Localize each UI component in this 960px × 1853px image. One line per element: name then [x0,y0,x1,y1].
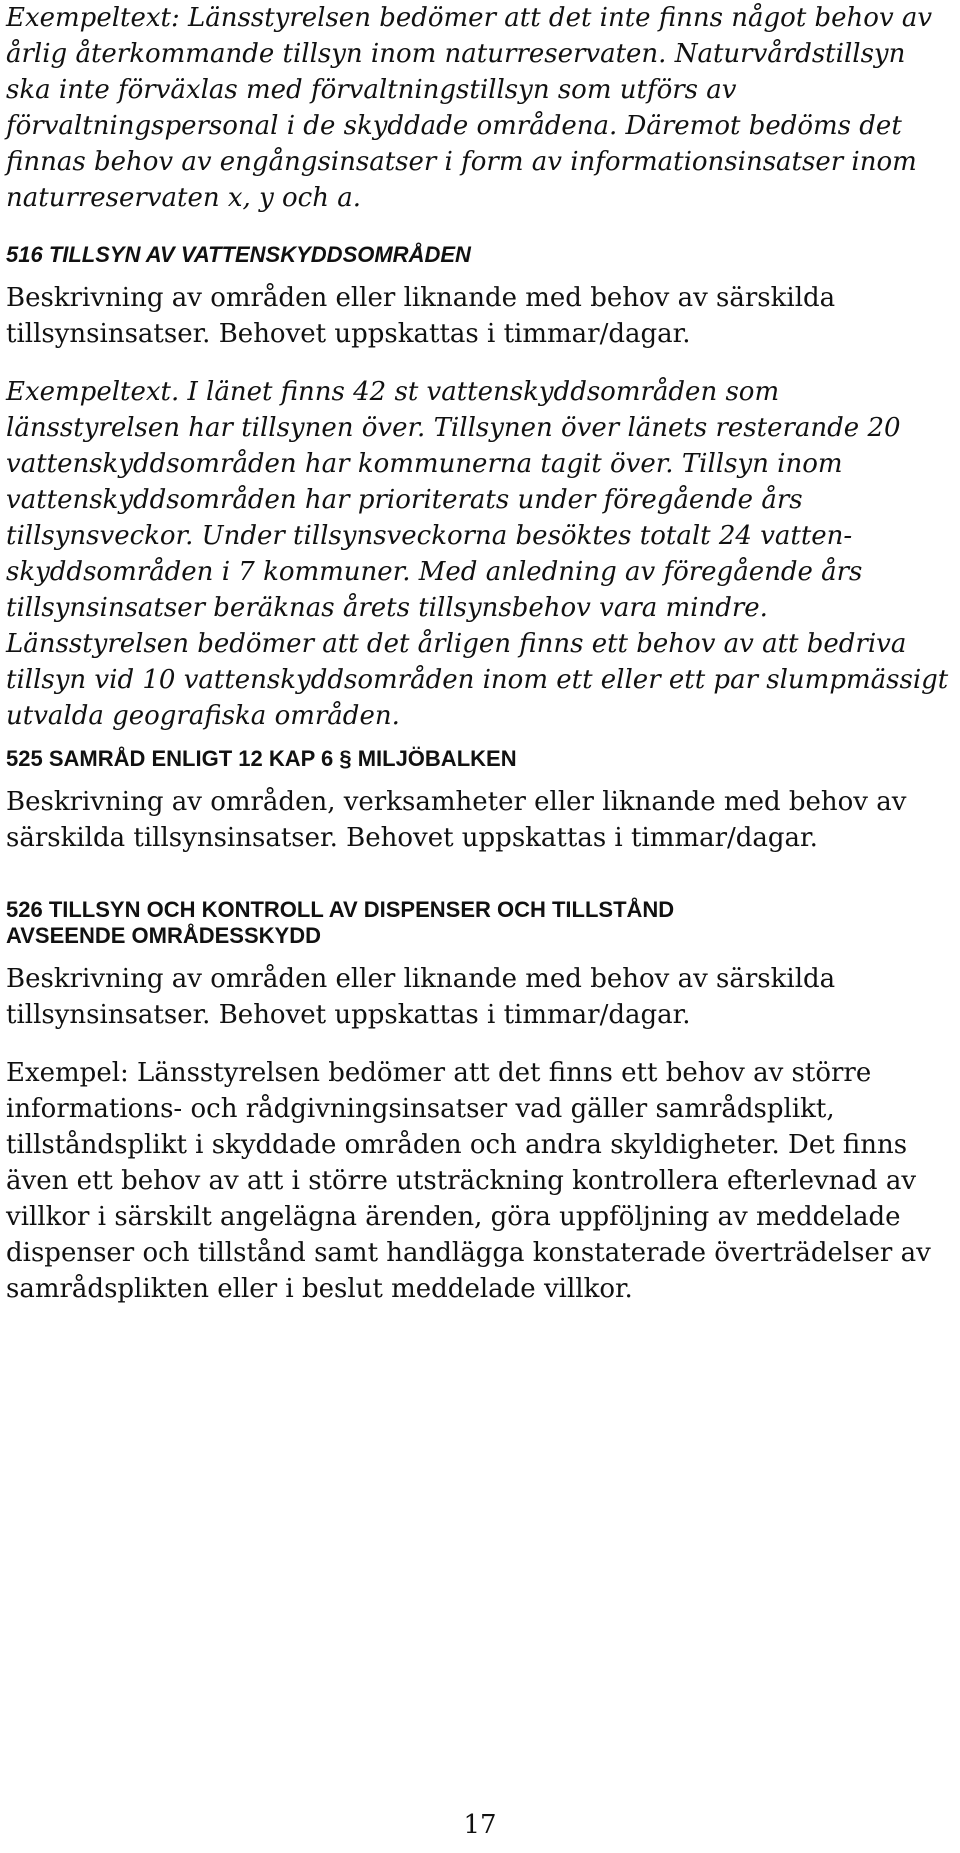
section-525-description: Beskrivning av områden, verksamheter eller liknande med behov av särskilda tillsynsinsatser. Behovet uppskattas i timmar/dagar. [6,787,907,853]
section-526-example: Exempel: Länsstyrelsen bedömer att det finns ett behov av större informations- och rådgivningsinsatser vad gäller samrådsplikt, tillståndsplikt i skyddade områden och andra skyldigheter. Det finns även ett behov av att i större utsträckning kontrollera efterlevnad av villkor i särskilt angelägna ärenden, göra uppföljning av meddelade dispenser och tillstånd samt handlägga konstaterade överträdelser av samrådsplikten eller i beslut meddelade villkor. [6,1058,931,1304]
page-number: 17 [463,1810,497,1840]
section-516-description: Beskrivning av områden eller liknande med behov av särskilda tillsynsinsatser. Behovet uppskattas i timmar/dagar. [6,283,836,349]
section-525 [6,746,956,856]
section-516-heading: 516 TILLSYN AV VATTENSKYDDSOMRÅDEN [6,242,471,267]
intro-section [6,0,956,216]
section-525-heading: 525 SAMRÅD ENLIGT 12 KAP 6 § MILJÖBALKEN [6,746,517,771]
section-516 [6,242,956,734]
section-526-description: Beskrivning av områden eller liknande med behov av särskilda tillsynsinsatser. Behovet uppskattas i timmar/dagar. [6,964,836,1030]
intro-paragraph: Exempeltext: Länsstyrelsen bedömer att det inte finns något behov av årlig återkommande tillsyn inom naturreservaten. Naturvårdstillsyn ska inte förväxlas med förvaltningstillsyn som utförs av förvaltningspersonal i de skyddade områdena. Däremot bedöms det finnas behov av engångsinsatser i form av informationsinsatser inom naturreservaten x, y och a. [6,3,933,213]
section-526 [6,897,956,1307]
section-526-heading: 526 TILLSYN OCH KONTROLL AV DISPENSER OCH TILLSTÅND AVSEENDE OMRÅDESSKYDD [6,897,675,948]
section-516-example: Exempeltext. I länet finns 42 st vattenskyddsområden som länsstyrelsen har tillsynen över. Tillsynen över länets resterande 20 vattenskyddsområden har kommunerna tagit över. Tillsyn inom vattenskyddsområden har prioriterats under föregående års tillsynsveckor. Under tillsynsveckorna besöktes totalt 24 vatten-skyddsområden i 7 kommuner. Med anledning av föregående års tillsynsinsatser beräknas årets tillsynsbehov vara mindre. Länsstyrelsen bedömer att det årligen finns ett behov av att bedriva tillsyn vid 10 vattenskyddsområden inom ett eller ett par slumpmässigt utvalda geografiska områden. [6,377,949,731]
